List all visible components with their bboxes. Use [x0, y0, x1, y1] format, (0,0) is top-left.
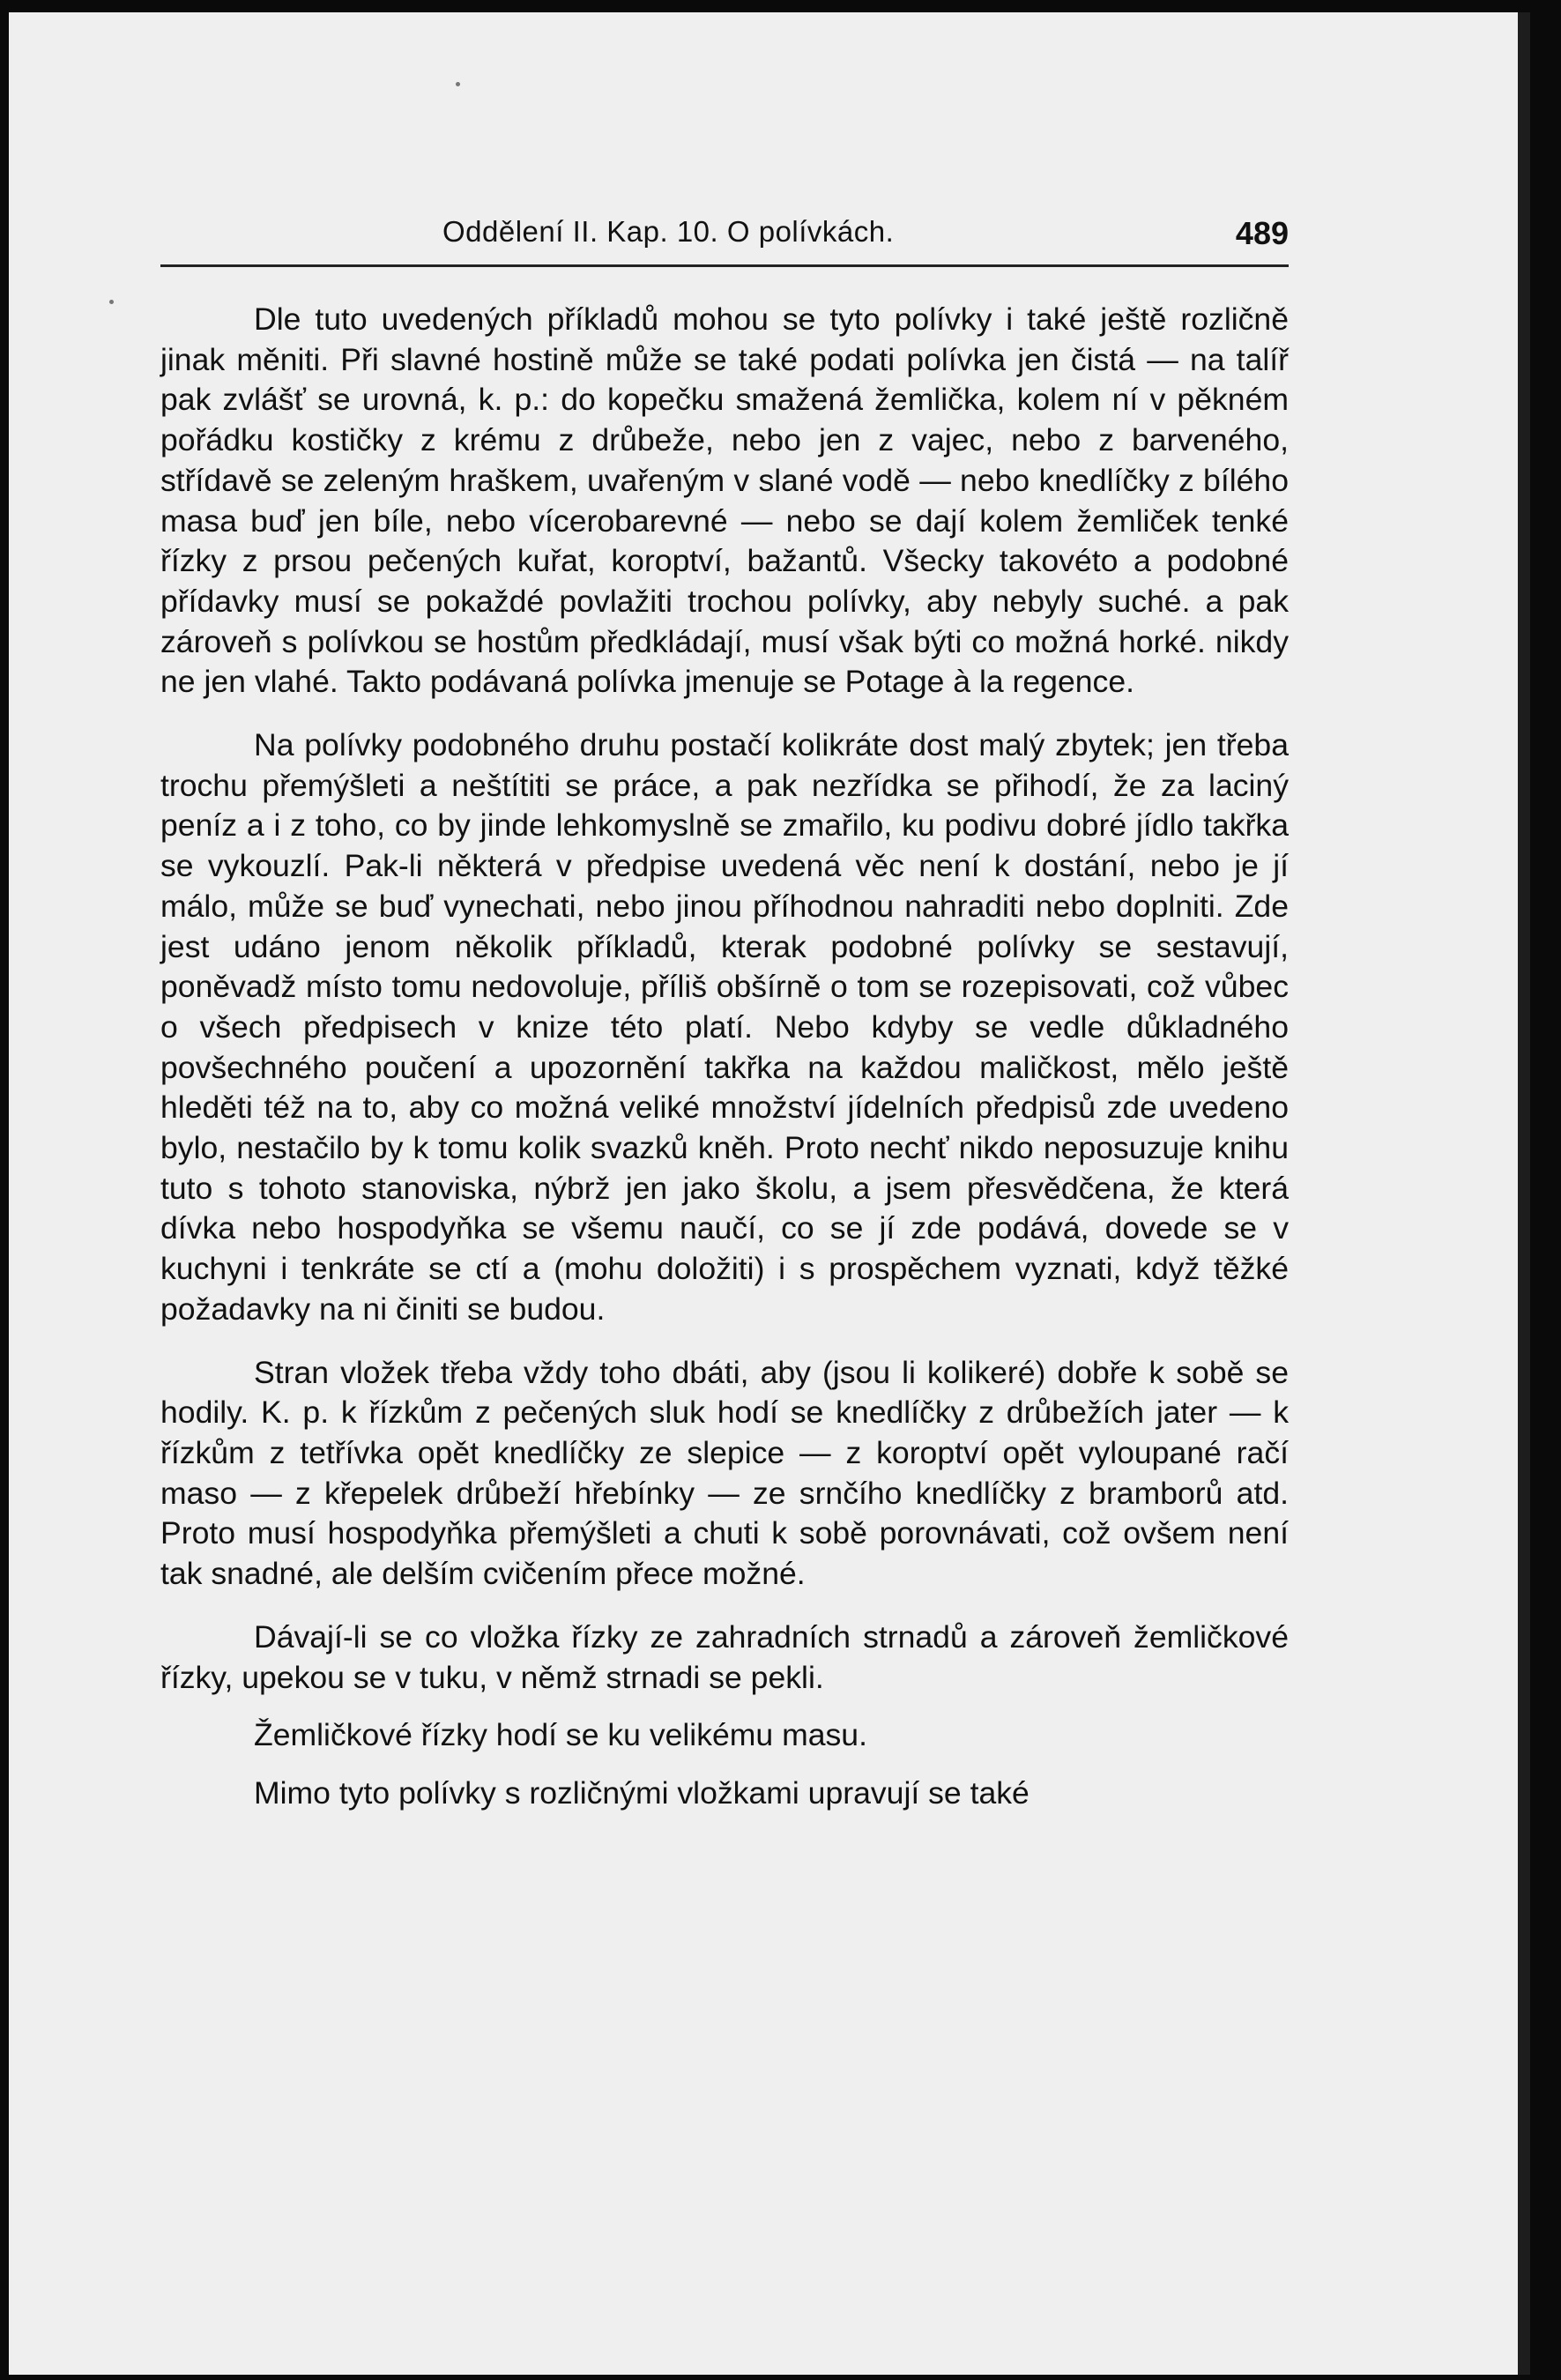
- page-number: 489: [1235, 215, 1289, 251]
- paper-speck: [109, 300, 114, 304]
- page-edge-shadow: [1518, 12, 1530, 2375]
- running-title: Oddělení II. Kap. 10. O polívkách.: [442, 215, 895, 248]
- paragraph: Dle tuto uvedených příkladů mohou se tyto polívky i také ještě rozličně jinak měniti. Při slavné hostině může se také podati polívka jen čistá — na talíř pak zvlášť se urovná, k. p.: do kopečku smažená žemlička, kolem ní v pěkném pořádku kostičky z krému z drůbeže, nebo jen z vajec, nebo z barveného, střídavě se zeleným hraškem, uvařeným v slané vodě — nebo knedlíčky z bílého masa buď jen bíle, nebo vícerobarevné — nebo se dají kolem žemliček tenké řízky z prsou pečených kuřat, koroptví, bažantů. Všecky takovéto a podobné přídavky musí se pokaždé povlažiti trochou polívky, aby nebyly suché. a pak zároveň s polívkou se hostům předkládají, musí však býti co možná horké. nikdy ne jen vlahé. Takto podávaná polívka jmenuje se Potage à la regence.: [160, 301, 1289, 700]
- paragraph: Na polívky podobného druhu postačí kolikráte dost malý zbytek; jen třeba trochu přemýšleti a neštítiti se práce, a pak nezřídka se přihodí, že za laciný peníz a i z toho, co by jinde lehkomyslně se zmařilo, ku podivu dobré jídlo takřka se vykouzlí. Pak-li některá v předpise uvedená věc není k dostání, nebo je jí málo, může se buď vynechati, nebo jinou příhodnou nahraditi nebo doplniti. Zde jest udáno jenom několik příkladů, kterak podobné polívky se sestavují, poněvadž místo tomu nedovoluje, příliš obšírně o tom se rozepisovati, což vůbec o všech předpisech v knize této platí. Nebo kdyby se vedle důkladného povšechného poučení a upozornění takřka na každou maličkost, mělo ještě hleděti též na to, aby co možná veliké množství jídelních předpisů zde uvedeno bylo, nestačilo by k tomu kolik svazků kněh. Proto nechť nikdo neposuzuje knihu tuto s tohoto stanoviska, nýbrž jen jako školu, a jsem přesvědčena, že která dívka nebo hospodyňka se všemu naučí, co se jí zde podává, dovede se v kuchyni i tenkráte se ctí a (mohu doložiti) i s prospěchem vyznati, když těžké požadavky na ni činiti se budou.: [160, 727, 1289, 1327]
- paper-speck: [456, 82, 460, 86]
- paragraph: Dávají-li se co vložka řízky ze zahradních strnadů a zároveň žemličkové řízky, upekou se v tuku, v němž strnadi se pekli.: [160, 1618, 1289, 1695]
- body-text: [160, 300, 1289, 1814]
- running-header: [160, 212, 1289, 267]
- paragraph: Mimo tyto polívky s rozličnými vložkami upravují se také: [254, 1774, 1030, 1811]
- paragraph: Stran vložek třeba vždy toho dbáti, aby (jsou li kolikeré) dobře k sobě se hodily. K. p. k řízkům z pečených sluk hodí se knedlíčky z drůbežích jater — k řízkům z tetřívka opět knedlíčky ze slepice — z koroptví opět vyloupané račí maso — z křepelek drůbeží hřebínky — ze srnčího knedlíčky z bramborů atd. Proto musí hospodyňka přemýšleti a chuti k sobě porovnávati, což ovšem není tak snadné, ale delším cvičením přece možné.: [160, 1354, 1289, 1592]
- paragraph: Žemličkové řízky hodí se ku velikému masu.: [254, 1717, 867, 1753]
